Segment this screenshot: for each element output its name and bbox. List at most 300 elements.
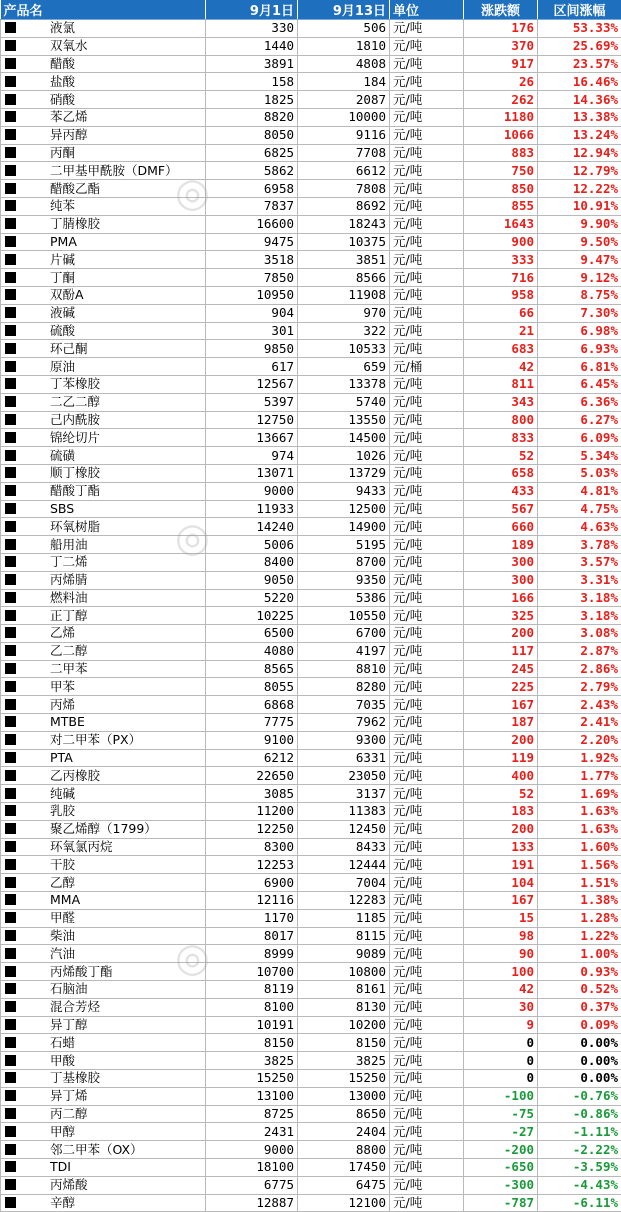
percent-cell: 9.50%: [538, 233, 621, 251]
unit-cell: 元/吨: [390, 998, 464, 1016]
table-row: [1, 589, 621, 607]
change-cell: 167: [464, 696, 538, 714]
percent-cell: 4.81%: [538, 482, 621, 500]
unit-cell: 元/吨: [390, 909, 464, 927]
change-cell: 433: [464, 482, 538, 500]
percent-cell: 14.36%: [538, 91, 621, 109]
bullet-square-icon: [5, 841, 16, 852]
change-cell: 1180: [464, 108, 538, 126]
price-sep-13: 12444: [298, 856, 390, 874]
bullet-square-icon: [5, 200, 16, 211]
product-name: 丁二烯: [50, 554, 88, 570]
product-cell: [1, 785, 206, 803]
percent-cell: 9.47%: [538, 251, 621, 269]
unit-cell: 元/吨: [390, 73, 464, 91]
change-cell: 30: [464, 998, 538, 1016]
product-name: 正丁醇: [50, 608, 88, 624]
price-sep-1: 6868: [206, 696, 298, 714]
table-row: [1, 625, 621, 643]
bullet-square-icon: [5, 681, 16, 692]
price-sep-1: 9850: [206, 340, 298, 358]
table-row: [1, 607, 621, 625]
percent-cell: 1.60%: [538, 838, 621, 856]
unit-cell: 元/吨: [390, 963, 464, 981]
change-cell: 850: [464, 180, 538, 198]
product-cell: [1, 126, 206, 144]
change-cell: 90: [464, 945, 538, 963]
product-cell: [1, 251, 206, 269]
change-cell: 900: [464, 233, 538, 251]
price-sep-1: 9050: [206, 571, 298, 589]
price-sep-13: 9350: [298, 571, 390, 589]
table-row: [1, 1087, 621, 1105]
product-name: PTA: [50, 750, 73, 766]
table-row: [1, 482, 621, 500]
product-name: 液氯: [50, 20, 75, 36]
table-row: [1, 749, 621, 767]
price-sep-1: 1440: [206, 37, 298, 55]
bullet-square-icon: [5, 272, 16, 283]
price-sep-1: 1170: [206, 909, 298, 927]
percent-cell: 12.94%: [538, 144, 621, 162]
price-sep-1: 22650: [206, 767, 298, 785]
change-cell: 883: [464, 144, 538, 162]
product-cell: [1, 1034, 206, 1052]
price-sep-13: 8566: [298, 269, 390, 287]
product-name: 丁腈橡胶: [50, 216, 100, 232]
unit-cell: 元/吨: [390, 625, 464, 643]
bullet-square-icon: [5, 734, 16, 745]
price-sep-1: 3085: [206, 785, 298, 803]
change-cell: 42: [464, 358, 538, 376]
bullet-square-icon: [5, 627, 16, 638]
product-name: 混合芳烃: [50, 999, 100, 1015]
product-name: 硝酸: [50, 92, 75, 108]
product-name: 丁苯橡胶: [50, 376, 100, 392]
bullet-square-icon: [5, 539, 16, 550]
price-sep-13: 6331: [298, 749, 390, 767]
percent-cell: 0.09%: [538, 1016, 621, 1034]
product-name: 环氧树脂: [50, 519, 100, 535]
unit-cell: 元/吨: [390, 1052, 464, 1070]
price-sep-13: 5195: [298, 536, 390, 554]
product-cell: [1, 1070, 206, 1088]
product-cell: [1, 767, 206, 785]
product-cell: [1, 215, 206, 233]
unit-cell: 元/吨: [390, 20, 464, 38]
price-sep-1: 10950: [206, 286, 298, 304]
price-sep-13: 8810: [298, 660, 390, 678]
table-row: [1, 73, 621, 91]
table-row: [1, 1105, 621, 1123]
product-cell: [1, 73, 206, 91]
bullet-square-icon: [5, 983, 16, 994]
product-name: 甲醛: [50, 910, 75, 926]
unit-cell: 元/吨: [390, 55, 464, 73]
product-name: 原油: [50, 359, 75, 375]
price-sep-13: 322: [298, 322, 390, 340]
table-row: [1, 892, 621, 910]
price-sep-13: 6612: [298, 162, 390, 180]
percent-cell: 5.34%: [538, 447, 621, 465]
price-sep-13: 5740: [298, 393, 390, 411]
percent-cell: 9.90%: [538, 215, 621, 233]
product-name: 丙酮: [50, 145, 75, 161]
bullet-square-icon: [5, 894, 16, 905]
change-cell: 100: [464, 963, 538, 981]
percent-cell: 1.69%: [538, 785, 621, 803]
table-row: [1, 803, 621, 821]
table-row: [1, 714, 621, 732]
bullet-square-icon: [5, 503, 16, 514]
product-cell: [1, 1016, 206, 1034]
product-name: 乙丙橡胶: [50, 768, 100, 784]
price-sep-13: 8115: [298, 927, 390, 945]
unit-cell: 元/吨: [390, 981, 464, 999]
percent-cell: 5.03%: [538, 464, 621, 482]
percent-cell: 3.18%: [538, 607, 621, 625]
bullet-square-icon: [5, 218, 16, 229]
price-sep-13: 970: [298, 304, 390, 322]
table-row: [1, 322, 621, 340]
bullet-square-icon: [5, 1037, 16, 1048]
price-sep-13: 184: [298, 73, 390, 91]
table-row: [1, 162, 621, 180]
table-row: [1, 1176, 621, 1194]
price-sep-1: 4080: [206, 642, 298, 660]
change-cell: -27: [464, 1123, 538, 1141]
table-row: [1, 500, 621, 518]
unit-cell: 元/吨: [390, 696, 464, 714]
change-cell: 26: [464, 73, 538, 91]
product-cell: [1, 1123, 206, 1141]
percent-cell: 1.92%: [538, 749, 621, 767]
price-sep-1: 8055: [206, 678, 298, 696]
product-cell: [1, 180, 206, 198]
unit-cell: 元/吨: [390, 464, 464, 482]
price-sep-13: 8800: [298, 1141, 390, 1159]
product-name: 丁基橡胶: [50, 1070, 100, 1086]
product-name: 丙烯腈: [50, 572, 88, 588]
change-cell: -650: [464, 1159, 538, 1177]
price-sep-13: 4197: [298, 642, 390, 660]
table-row: [1, 464, 621, 482]
bullet-square-icon: [5, 1126, 16, 1137]
bullet-square-icon: [5, 485, 16, 496]
change-cell: 658: [464, 464, 538, 482]
product-name: 二甲苯: [50, 661, 88, 677]
product-cell: [1, 749, 206, 767]
price-sep-1: 6958: [206, 180, 298, 198]
product-name: 石脑油: [50, 981, 88, 997]
price-sep-13: 13550: [298, 411, 390, 429]
watermark-mark: ◎: [175, 935, 210, 981]
bullet-square-icon: [5, 378, 16, 389]
price-sep-13: 8150: [298, 1034, 390, 1052]
change-cell: -100: [464, 1087, 538, 1105]
price-sep-13: 8161: [298, 981, 390, 999]
price-sep-1: 6500: [206, 625, 298, 643]
price-sep-1: 7837: [206, 197, 298, 215]
change-cell: 166: [464, 589, 538, 607]
product-name: 硫酸: [50, 323, 75, 339]
change-cell: 300: [464, 571, 538, 589]
price-sep-13: 8692: [298, 197, 390, 215]
change-cell: -200: [464, 1141, 538, 1159]
product-cell: [1, 856, 206, 874]
change-cell: 400: [464, 767, 538, 785]
unit-cell: 元/吨: [390, 1123, 464, 1141]
price-sep-13: 10375: [298, 233, 390, 251]
price-sep-13: 5386: [298, 589, 390, 607]
percent-cell: 2.43%: [538, 696, 621, 714]
table-row: [1, 269, 621, 287]
bullet-square-icon: [5, 823, 16, 834]
change-cell: 119: [464, 749, 538, 767]
product-cell: [1, 518, 206, 536]
price-sep-1: 8300: [206, 838, 298, 856]
price-sep-13: 9300: [298, 731, 390, 749]
product-name: 甲苯: [50, 679, 75, 695]
unit-cell: 元/吨: [390, 1087, 464, 1105]
product-name: 丙烯酸: [50, 1177, 88, 1193]
unit-cell: 元/吨: [390, 1176, 464, 1194]
product-name: 纯苯: [50, 198, 75, 214]
price-sep-1: 301: [206, 322, 298, 340]
price-sep-1: 330: [206, 20, 298, 38]
bullet-square-icon: [5, 966, 16, 977]
change-cell: 683: [464, 340, 538, 358]
product-cell: [1, 233, 206, 251]
table-row: [1, 180, 621, 198]
table-row: [1, 340, 621, 358]
percent-cell: 1.00%: [538, 945, 621, 963]
bullet-square-icon: [5, 574, 16, 585]
table-row: [1, 696, 621, 714]
product-cell: [1, 286, 206, 304]
table-row: [1, 411, 621, 429]
price-sep-1: 9000: [206, 482, 298, 500]
percent-cell: -2.22%: [538, 1141, 621, 1159]
table-row: [1, 660, 621, 678]
product-cell: [1, 411, 206, 429]
price-sep-13: 7004: [298, 874, 390, 892]
percent-cell: -3.59%: [538, 1159, 621, 1177]
unit-cell: 元/吨: [390, 1070, 464, 1088]
percent-cell: 1.38%: [538, 892, 621, 910]
percent-cell: 8.75%: [538, 286, 621, 304]
table-row: [1, 108, 621, 126]
unit-cell: 元/吨: [390, 767, 464, 785]
table-row: [1, 197, 621, 215]
price-sep-13: 23050: [298, 767, 390, 785]
table-row: [1, 126, 621, 144]
price-sep-1: 13100: [206, 1087, 298, 1105]
bullet-square-icon: [5, 1055, 16, 1066]
header-sep-1: 9月1日: [206, 0, 298, 20]
table-row: [1, 571, 621, 589]
bullet-square-icon: [5, 610, 16, 621]
product-name: 液碱: [50, 305, 75, 321]
percent-cell: 0.37%: [538, 998, 621, 1016]
change-cell: 167: [464, 892, 538, 910]
product-cell: [1, 482, 206, 500]
price-sep-1: 12750: [206, 411, 298, 429]
product-cell: [1, 393, 206, 411]
change-cell: 567: [464, 500, 538, 518]
price-sep-1: 8820: [206, 108, 298, 126]
unit-cell: 元/吨: [390, 91, 464, 109]
price-sep-1: 8017: [206, 927, 298, 945]
product-cell: [1, 892, 206, 910]
product-name: 乙醇: [50, 875, 75, 891]
bullet-square-icon: [5, 129, 16, 140]
table-row: [1, 945, 621, 963]
header-unit: 单位: [390, 0, 464, 20]
price-sep-1: 12250: [206, 820, 298, 838]
unit-cell: 元/吨: [390, 607, 464, 625]
product-cell: [1, 322, 206, 340]
price-sep-13: 13000: [298, 1087, 390, 1105]
unit-cell: 元/吨: [390, 660, 464, 678]
price-sep-13: 14900: [298, 518, 390, 536]
bullet-square-icon: [5, 645, 16, 656]
price-sep-13: 6475: [298, 1176, 390, 1194]
unit-cell: 元/吨: [390, 927, 464, 945]
product-cell: [1, 803, 206, 821]
price-sep-1: 11933: [206, 500, 298, 518]
unit-cell: 元/吨: [390, 37, 464, 55]
price-sep-13: 10533: [298, 340, 390, 358]
unit-cell: 元/吨: [390, 749, 464, 767]
unit-cell: 元/吨: [390, 678, 464, 696]
table-row: [1, 731, 621, 749]
product-cell: [1, 447, 206, 465]
change-cell: 15: [464, 909, 538, 927]
price-sep-13: 14500: [298, 429, 390, 447]
bullet-square-icon: [5, 912, 16, 923]
price-sep-1: 617: [206, 358, 298, 376]
percent-cell: 3.18%: [538, 589, 621, 607]
product-cell: [1, 304, 206, 322]
table-row: [1, 144, 621, 162]
change-cell: 343: [464, 393, 538, 411]
product-name: SBS: [50, 501, 74, 517]
price-sep-1: 12887: [206, 1194, 298, 1212]
product-name: 己内酰胺: [50, 412, 100, 428]
bullet-square-icon: [5, 770, 16, 781]
bullet-square-icon: [5, 236, 16, 247]
unit-cell: 元/吨: [390, 251, 464, 269]
change-cell: 191: [464, 856, 538, 874]
product-name: 丙烯: [50, 697, 75, 713]
percent-cell: 1.51%: [538, 874, 621, 892]
product-cell: [1, 358, 206, 376]
table-body: [1, 20, 621, 1212]
bullet-square-icon: [5, 556, 16, 567]
bullet-square-icon: [5, 165, 16, 176]
price-sep-1: 14240: [206, 518, 298, 536]
unit-cell: 元/吨: [390, 642, 464, 660]
percent-cell: 6.93%: [538, 340, 621, 358]
price-sep-1: 8725: [206, 1105, 298, 1123]
price-sep-13: 12450: [298, 820, 390, 838]
table-row: [1, 767, 621, 785]
header-product-name: 产品名: [1, 0, 206, 20]
table-row: [1, 1123, 621, 1141]
price-sep-1: 5006: [206, 536, 298, 554]
unit-cell: 元/吨: [390, 304, 464, 322]
bullet-square-icon: [5, 805, 16, 816]
percent-cell: 3.08%: [538, 625, 621, 643]
price-sep-1: 8119: [206, 981, 298, 999]
price-sep-1: 974: [206, 447, 298, 465]
price-sep-13: 506: [298, 20, 390, 38]
watermark-mark: ◎: [175, 515, 210, 561]
product-cell: [1, 696, 206, 714]
change-cell: 0: [464, 1034, 538, 1052]
percent-cell: 13.24%: [538, 126, 621, 144]
bullet-square-icon: [5, 183, 16, 194]
percent-cell: 6.81%: [538, 358, 621, 376]
table-row: [1, 874, 621, 892]
change-cell: 716: [464, 269, 538, 287]
product-name: 顺丁橡胶: [50, 465, 100, 481]
change-cell: 833: [464, 429, 538, 447]
price-sep-13: 1026: [298, 447, 390, 465]
unit-cell: 元/吨: [390, 482, 464, 500]
price-sep-1: 11200: [206, 803, 298, 821]
product-cell: [1, 536, 206, 554]
table-row: [1, 251, 621, 269]
bullet-square-icon: [5, 1001, 16, 1012]
unit-cell: 元/吨: [390, 731, 464, 749]
table-row: [1, 447, 621, 465]
product-cell: [1, 429, 206, 447]
table-row: [1, 304, 621, 322]
table-row: [1, 1194, 621, 1212]
product-name: 异丙醇: [50, 127, 88, 143]
header-row: [1, 0, 621, 20]
price-sep-1: 904: [206, 304, 298, 322]
product-name: 甲醇: [50, 1124, 75, 1140]
bullet-square-icon: [5, 58, 16, 69]
price-sep-1: 3825: [206, 1052, 298, 1070]
product-cell: [1, 108, 206, 126]
change-cell: 66: [464, 304, 538, 322]
product-cell: [1, 660, 206, 678]
unit-cell: 元/吨: [390, 571, 464, 589]
bullet-square-icon: [5, 1179, 16, 1190]
table-row: [1, 1141, 621, 1159]
percent-cell: 6.36%: [538, 393, 621, 411]
price-sep-13: 11383: [298, 803, 390, 821]
percent-cell: 23.57%: [538, 55, 621, 73]
product-name: 邻二甲苯（OX）: [50, 1142, 143, 1158]
change-cell: 800: [464, 411, 538, 429]
bullet-square-icon: [5, 325, 16, 336]
bullet-square-icon: [5, 788, 16, 799]
price-sep-13: 9433: [298, 482, 390, 500]
price-sep-1: 15250: [206, 1070, 298, 1088]
change-cell: -300: [464, 1176, 538, 1194]
price-sep-1: 8150: [206, 1034, 298, 1052]
percent-cell: 4.63%: [538, 518, 621, 536]
percent-cell: 16.46%: [538, 73, 621, 91]
bullet-square-icon: [5, 76, 16, 87]
percent-cell: -6.11%: [538, 1194, 621, 1212]
table-row: [1, 927, 621, 945]
